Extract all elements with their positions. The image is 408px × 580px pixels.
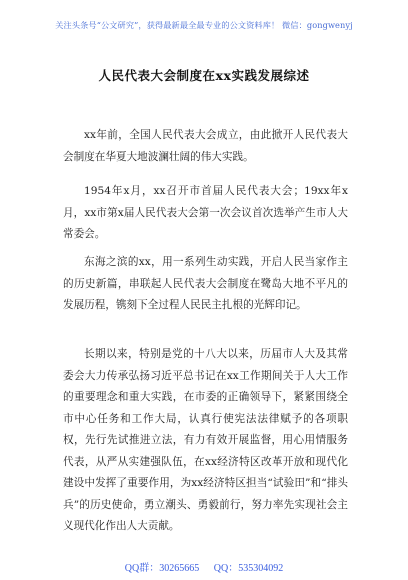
footer-contact	[0, 559, 408, 574]
paragraph-4: 长期以来，特别是党的十八大以来，历届市人大及其常委会大力传承弘扬习近平总书记在xx工作期间关于人大工作的重要理念和重大实践，在市委的正确领导下，紧紧围绕全市中心任务和工作大局，认真行使宪法法律赋予的各项职权，先行先试推进立法，有力有效开展监督，用心用情服务代表，从严从实建强队伍，在xx经济特区改革开放和现代化建设中发挥了重要作用，为xx经济特区担当“试验田”和“排头兵”的历史使命，勇立潮头、勇毅前行，努力率先实现社会主义现代化作出人大贡献。	[63, 348, 348, 532]
paragraph-3: 东海之滨的xx，用一系列生动实践，开启人民当家作主的历史新篇，串联起人民代表大会制度在鹭岛大地不平凡的发展历程，镌刻下全过程人民民主扎根的光辉印记。	[63, 256, 348, 311]
paragraph-2: 1954年x月，xx召开市首届人民代表大会；19xx年x月，xx市第x届人民代表大会第一次会议首次选举产生市人大常委会。	[63, 185, 348, 240]
document-title: 人民代表大会制度在xx实践发展综述	[98, 68, 310, 83]
qq-number-text: QQ：535304092	[213, 563, 284, 574]
promo-banner: 关注头条号“公文研究”，获得最新最全最专业的公文资料库！ 微信：gongwenyj	[55, 20, 353, 30]
qq-group-text: QQ群：30265665	[124, 563, 200, 574]
paragraph-1: xx年前，全国人民代表大会成立，由此掀开人民代表大会制度在华夏大地波澜壮阔的伟大实践。	[63, 129, 348, 163]
